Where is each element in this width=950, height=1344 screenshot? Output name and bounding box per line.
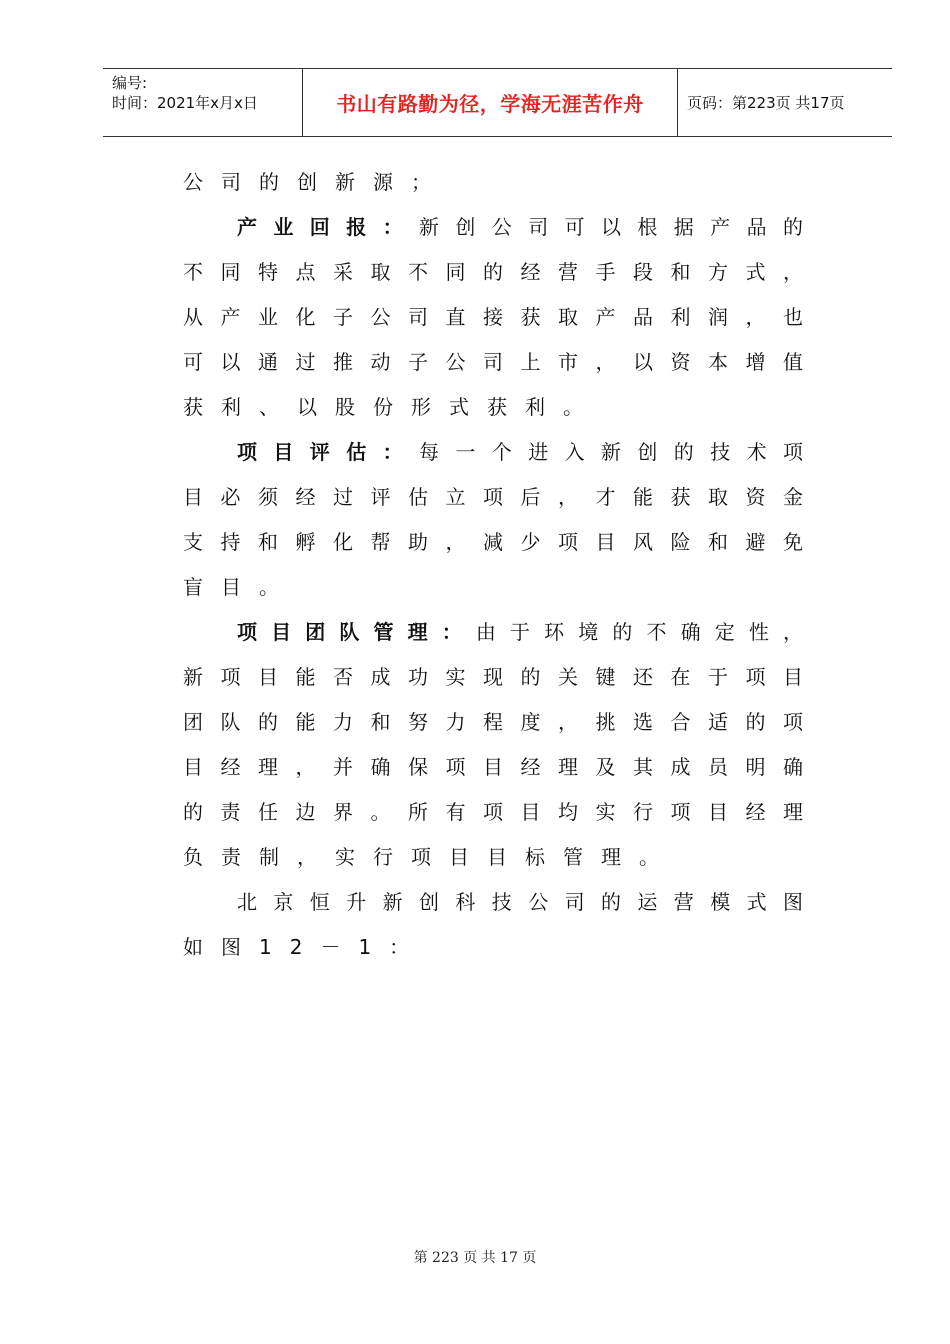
body-line: 支持和孵化帮助，减少项目风险和避免 [183,530,803,554]
section-heading: 项目评估： [237,440,419,464]
header-page-cell [678,69,892,136]
body-line: 新项目能否成功实现的关键还在于项目 [183,665,803,689]
body-line [183,616,803,661]
body-line: 从产业化子公司直接获取产品利润，也 [183,305,803,329]
header-info [103,69,303,136]
body-line [183,211,803,256]
body-line: 负责制，实行项目目标管理。 [183,845,677,869]
body-line: 团队的能力和努力程度，挑选合适的项 [183,710,803,734]
page-label: 页码：第223页 共17页 [687,94,845,112]
page-header [103,68,892,137]
header-motto-cell [303,69,678,136]
body-line: 北京恒升新创科技公司的运营模式图 [237,890,803,914]
section-heading: 产业回报： [237,215,419,239]
page-footer: 第 223 页 共 17 页 [413,1250,537,1266]
time-label: 时间：2021年x月x日 [112,94,258,112]
body-line: 可以通过推动子公司上市，以资本增值 [183,350,803,374]
body-line: 公司的创新源； [183,170,449,194]
body-line: 不同特点采取不同的经营手段和方式， [183,260,803,284]
body-line-text: 每一个进入新创的技术项 [419,440,803,464]
body-line: 的责任边界。所有项目均实行项目经理 [183,800,803,824]
number-label: 编号: [112,74,148,92]
body-line-text: 新创公司可以根据产品的 [419,215,803,239]
body-line: 如图12－1： [183,935,428,959]
section-heading: 项目团队管理： [237,620,476,644]
body-line: 目必须经过评估立项后，才能获取资金 [183,485,803,509]
body-line: 盲目。 [183,575,297,599]
motto-text: 书山有路勤为径，学海无涯苦作舟 [336,92,644,116]
body-line: 目经理，并确保项目经理及其成员明确 [183,755,803,779]
body-line-text: 由于环境的不确定性， [475,620,803,644]
document-body [183,166,803,976]
body-line: 获利、以股份形式获利。 [183,395,601,419]
body-line [183,436,803,481]
